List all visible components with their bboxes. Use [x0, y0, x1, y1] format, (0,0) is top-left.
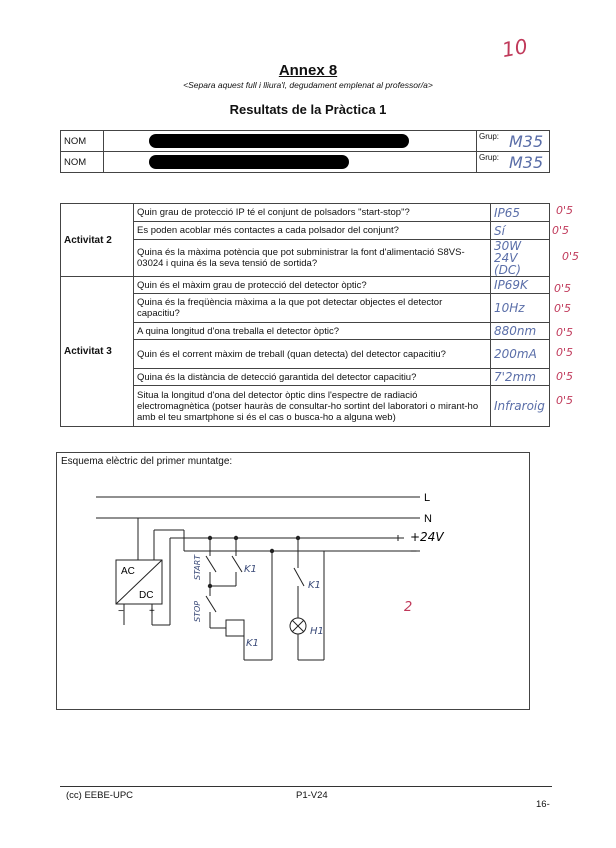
- k1-lamp-contact: [294, 568, 304, 586]
- answer: 7'2mm: [491, 369, 550, 386]
- stop-contact: [206, 596, 216, 612]
- footer-rule: [60, 786, 552, 787]
- mark: 0'5: [554, 302, 572, 315]
- k1-coil: [226, 620, 244, 636]
- k1-coil-label: K1: [246, 638, 259, 649]
- h1-label: H1: [310, 626, 324, 637]
- mark: 0'5: [556, 394, 574, 407]
- grup-label: Grup:: [479, 153, 500, 162]
- name-label: NOM: [61, 152, 104, 173]
- question-text: Es poden acoblar més contactes a cada polsador del conjunt?: [134, 222, 491, 240]
- scheme-score: 2: [404, 600, 413, 615]
- question-text: Quin és el corrent màxim de treball (quan detecta) del detector capacitiu?: [134, 340, 491, 369]
- answer: 200mA: [491, 340, 550, 369]
- answer: 30W 24V (DC): [491, 240, 550, 277]
- question-text: Situa la longitud d'ona del detector òptic dins l'espectre de radiació electromagnètica (potser hauràs de consultar-ho sortint del laboratori o mirant-ho amb el teu smartphone si és el cas o busca-ho a alguna web): [134, 386, 491, 427]
- answer: Sí: [491, 222, 550, 240]
- mark: 0'5: [556, 326, 574, 339]
- mark: 0'5: [562, 250, 580, 263]
- mark: 0'5: [554, 282, 572, 295]
- question-text: Quina és la màxima potència que pot subministrar la font d'alimentació S8VS-03024 i quina és la seva tensió de sortida?: [134, 240, 491, 277]
- k1-label: K1: [244, 564, 257, 575]
- label-n: N: [424, 513, 432, 525]
- supply-plus-label: +: [149, 606, 155, 617]
- footer-left: (cc) EEBE-UPC: [66, 790, 134, 801]
- label-l: L: [424, 492, 431, 504]
- annex-subtitle: <Separa aquest full i lliura'l, degudament emplenat al professor/a>: [183, 80, 433, 90]
- label-minus: −: [410, 544, 418, 558]
- junction-dots: [208, 536, 300, 588]
- mark: 0'5: [556, 346, 574, 359]
- page-number: 16-: [536, 799, 550, 810]
- grup-label: Grup:: [479, 132, 500, 141]
- answer: 880nm: [491, 323, 550, 340]
- start-label: START: [193, 554, 202, 580]
- answer: IP65: [491, 204, 550, 222]
- answer: 10Hz: [491, 294, 550, 323]
- supply-minus-label: −: [118, 606, 124, 617]
- name-label: NOM: [61, 131, 104, 152]
- k1-contact: [232, 556, 242, 572]
- grup-value: M35: [509, 132, 544, 151]
- label-24v: +24V: [410, 530, 444, 544]
- mark: 0'5: [556, 370, 574, 383]
- supply-dc-label: DC: [139, 590, 154, 601]
- scheme-label: Esquema elèctric del primer muntatge:: [61, 456, 233, 467]
- start-contact: [206, 556, 216, 572]
- activity-label: Activitat 3: [61, 277, 134, 427]
- footer-center: P1-V24: [296, 790, 328, 801]
- answer: Infraroig: [491, 386, 550, 427]
- question-text: Quina és la freqüència màxima a la que pot detectar objectes el detector capacitiu?: [134, 294, 491, 323]
- stop-label: STOP: [193, 600, 202, 622]
- results-title: Resultats de la Pràctica 1: [229, 102, 387, 117]
- mark: 0'5: [556, 204, 574, 217]
- annex-title: Annex 8: [278, 62, 338, 79]
- question-text: Quina és la distància de detecció garantida del detector capacitiu?: [134, 369, 491, 386]
- question-text: A quina longitud d'ona treballa el detector òptic?: [134, 323, 491, 340]
- mark: 0'5: [552, 224, 570, 237]
- supply-ac-label: AC: [121, 566, 135, 577]
- question-text: Quin grau de protecció IP té el conjunt de polsadors "start-stop"?: [134, 204, 491, 222]
- activity-label: Activitat 2: [61, 204, 134, 277]
- k1-lamp-label: K1: [308, 580, 321, 591]
- question-text: Quin és el màxim grau de protecció del detector òptic?: [134, 277, 491, 294]
- grade-mark: 10: [500, 33, 530, 63]
- answer: IP69K: [491, 277, 550, 294]
- grup-value: M35: [509, 153, 544, 172]
